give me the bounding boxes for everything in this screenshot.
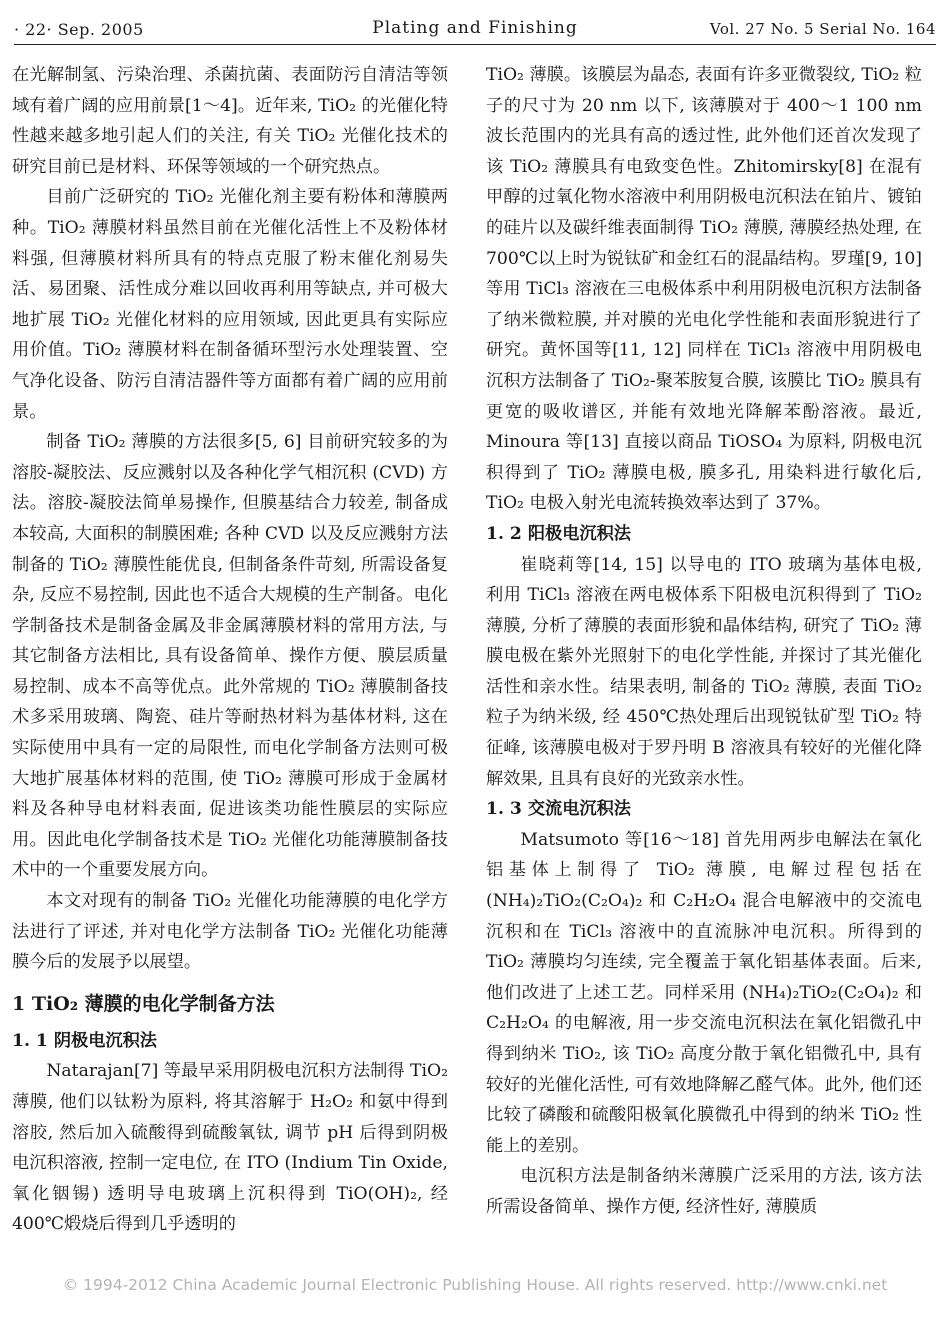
paragraph: 本文对现有的制备 TiO₂ 光催化功能薄膜的电化学方法进行了评述, 并对电化学方法制备 TiO₂ 光催化功能薄膜今后的发展予以展望。 [12,891,448,973]
journal-title: Plating and Finishing [372,18,578,38]
paragraph: Matsumoto 等[16～18] 首先用两步电解法在氧化铝基体上制得了 TiO₂ 薄膜, 电解过程包括在 (NH₄)₂TiO₂(C₂O₄)₂ 和 C₂H₂O₄ 混合电解液中的交流电沉积和在 TiCl₃ 溶液中的直流脉冲电沉积。所得到的 TiO₂ 薄膜均匀连续, 完全覆盖于氧化铝基体表面。后来, 他们改进了上述工艺。同样采用 (NH₄)₂TiO₂(C₂O₄)₂ 和 C₂H₂O₄ 的电解液, 用一步交流电沉积法在氧化铝微孔中得到纳米 TiO₂, 该 TiO₂ 高度分散于氧化铝微孔中, 具有较好的光催化活性, 可有效地降解乙醛气体。此外, 他们还比较了磷酸和硫酸阳极氧化膜微孔中得到的纳米 TiO₂ 性能上的差别。 [486,829,922,1156]
subsection-heading: 1. 2 阳极电沉积法 [486,523,631,544]
subsection-heading: 1. 1 阴极电沉积法 [12,1030,157,1051]
volume-info: Vol. 27 No. 5 Serial No. 164 [709,20,936,38]
paragraph: 制备 TiO₂ 薄膜的方法很多[5, 6] 目前研究较多的为溶胶-凝胶法、反应溅射以及各种化学气相沉积 (CVD) 方法。溶胶-凝胶法简单易操作, 但膜基结合力较差, 制备成本较高, 大面积的制膜困难; 各种 CVD 以及反应溅射方法制备的 TiO₂ 薄膜性能优良, 但制备条件苛刻, 所需设备复杂, 反应不易控制, 因此也不适合大规模的生产制备。电化学制备技术是制备金属及非金属薄膜材料的常用方法, 与其它制备方法相比, 具有设备简单、操作方便、膜层质量易控制、成本不高等优点。此外常规的 TiO₂ 薄膜制备技术多采用玻璃、陶瓷、硅片等耐热材料为基体材料, 这在实际使用中具有一定的局限性, 而电化学制备方法则可极大地扩展基体材料的范围, 使 TiO₂ 薄膜可形成于金属材料及各种导电材料表面, 促进该类功能性膜层的实际应用。因此电化学制备技术是 TiO₂ 光催化功能薄膜制备技术中的一个重要发展方向。 [12,432,448,881]
page-number-date: · 22· Sep. 2005 [14,20,144,39]
copyright-watermark: © 1994-2012 China Academic Journal Electronic Publishing House. All rights reserved. http://www.cnki.net [62,1276,888,1294]
paragraph: 在光解制氢、污染治理、杀菌抗菌、表面防污自清洁等领域有着广阔的应用前景[1～4]。近年来, TiO₂ 的光催化特性越来越多地引起人们的关注, 有关 TiO₂ 光催化技术的研究目前已是材料、环保等领域的一个研究热点。 [12,65,448,177]
page-header [14,14,936,45]
left-column [12,60,448,1240]
paragraph: TiO₂ 薄膜。该膜层为晶态, 表面有许多亚微裂纹, TiO₂ 粒子的尺寸为 20 nm 以下, 该薄膜对于 400～1 100 nm 波长范围内的光具有高的透过性, 此外他们还首次发现了该 TiO₂ 薄膜具有电致变色性。Zhitomirsky[8] 在混有甲醇的过氧化物水溶液中利用阴极电沉积法在铂片、镀铂的硅片以及碳纤维表面制得 TiO₂ 薄膜, 薄膜经热处理, 在 700℃以上时为锐钛矿和金红石的混晶结构。罗瑾[9, 10] 等用 TiCl₃ 溶液在三电极体系中利用阴极电沉积方法制备了纳米微粒膜, 并对膜的光电化学性能和表面形貌进行了研究。黄怀国等[11, 12] 同样在 TiCl₃ 溶液中用阴极电沉积方法制备了 TiO₂-聚苯胺复合膜, 该膜比 TiO₂ 膜具有更宽的吸收谱区, 并能有效地光降解苯酚溶液。最近, Minoura 等[13] 直接以商品 TiOSO₄ 为原料, 阴极电沉积得到了 TiO₂ 薄膜电极, 膜多孔, 用染料进行敏化后, TiO₂ 电极入射光电流转换效率达到了 37%。 [486,65,922,514]
paragraph: 崔晓莉等[14, 15] 以导电的 ITO 玻璃为基体电极, 利用 TiCl₃ 溶液在两电极体系下阳极电沉积得到了 TiO₂ 薄膜, 分析了薄膜的表面形貌和晶体结构, 研究了 TiO₂ 薄膜电极在紫外光照射下的电化学性能, 并探讨了其光催化活性和亲水性。结果表明, 制备的 TiO₂ 薄膜, 表面 TiO₂ 粒子为纳米级, 经 450℃热处理后出现锐钛矿型 TiO₂ 特征峰, 该薄膜电极对于罗丹明 B 溶液具有较好的光催化降解效果, 且具有良好的光致亲水性。 [486,554,922,789]
right-column [486,60,922,1223]
paragraph: Natarajan[7] 等最早采用阴极电沉积方法制得 TiO₂ 薄膜, 他们以钛粉为原料, 将其溶解于 H₂O₂ 和氨中得到溶胶, 然后加入硫酸得到硫酸氧钛, 调节 pH 后得到阴极电沉积溶液, 控制一定电位, 在 ITO (Indium Tin Oxide, 氧化铟锡) 透明导电玻璃上沉积得到 TiO(OH)₂, 经 400℃煅烧后得到几乎透明的 [12,1061,448,1235]
paragraph: 目前广泛研究的 TiO₂ 光催化剂主要有粉体和薄膜两种。TiO₂ 薄膜材料虽然目前在光催化活性上不及粉体材料强, 但薄膜材料所具有的特点克服了粉末催化剂易失活、易团聚、活性成分难以回收再利用等缺点, 并可极大地扩展 TiO₂ 光催化材料的应用领域, 因此更具有实际应用价值。TiO₂ 薄膜材料在制备循环型污水处理装置、空气净化设备、防污自清洁器件等方面都有着广阔的应用前景。 [12,187,448,422]
paragraph: 电沉积方法是制备纳米薄膜广泛采用的方法, 该方法所需设备简单、操作方便, 经济性好, 薄膜质 [486,1166,922,1217]
subsection-heading: 1. 3 交流电沉积法 [486,799,631,820]
section-heading: 1 TiO₂ 薄膜的电化学制备方法 [12,992,275,1015]
